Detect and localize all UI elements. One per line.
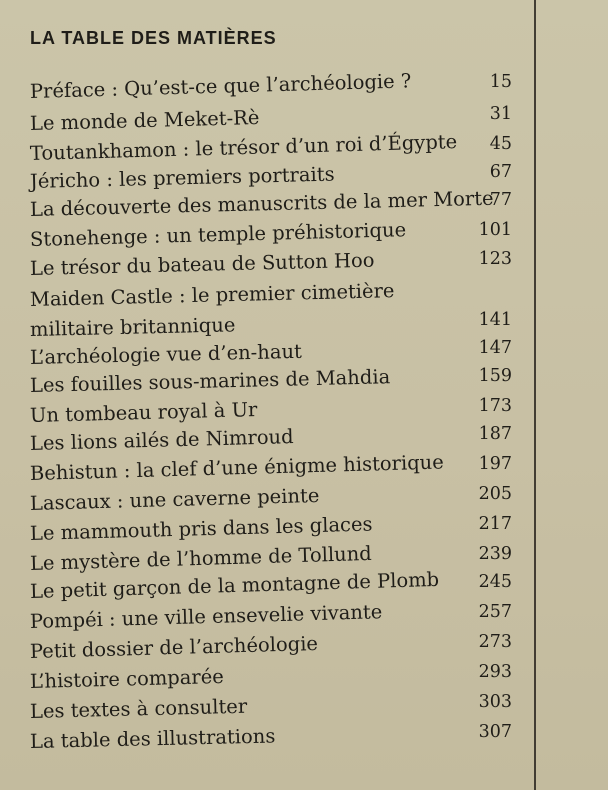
toc-entry-page-number: 307 [478, 722, 512, 742]
toc-entry-page-number: 45 [489, 134, 512, 154]
toc-entry [0, 662, 608, 700]
toc-entry-page-number: 147 [478, 338, 512, 358]
toc-entry-title: Le mammouth pris dans les glaces [29, 512, 373, 545]
toc-entry-title: Le mystère de l’homme de Tollund [29, 541, 373, 575]
toc-entry-page-number: 217 [478, 514, 512, 534]
toc-entry-page-number: 101 [478, 220, 512, 240]
toc-entry-title: Le monde de Meket-Rè [29, 105, 260, 135]
toc-entry-page-number: 303 [478, 692, 512, 712]
toc-entry-title: Les fouilles sous-marines de Mahdia [29, 365, 391, 397]
toc-entry-title: militaire britannique [29, 313, 236, 341]
toc-entry-title: L’archéologie vue d’en-haut [29, 339, 303, 369]
toc-entry-title: Un tombeau royal à Ur [29, 398, 258, 427]
toc-entry-page-number: 187 [478, 424, 512, 444]
toc-entry-title: Jéricho : les premiers portraits [29, 162, 335, 193]
toc-entry-page-number: 173 [478, 396, 512, 416]
toc-entry-page-number: 15 [489, 72, 512, 92]
toc-entry-title: La table des illustrations [29, 724, 276, 753]
toc-entry-page-number: 205 [478, 484, 512, 504]
toc-entry-page-number: 31 [489, 104, 512, 124]
toc-entry-page-number: 159 [478, 366, 512, 386]
toc-entry-title: Préface : Qu’est-ce que l’archéologie ? [29, 69, 412, 103]
toc-entry-title: Stonehenge : un temple préhistorique [29, 218, 407, 251]
page-title: LA TABLE DES MATIÈRES [30, 28, 277, 48]
toc-entry-page-number: 123 [478, 249, 512, 269]
toc-entry [0, 279, 608, 318]
toc-entry-title: Petit dossier de l’archéologie [29, 631, 319, 663]
toc-entry-title: Les lions ailés de Nimroud [29, 425, 294, 455]
toc-entry-page-number: 239 [478, 544, 512, 564]
toc-entry-title: Lascaux : une caverne peinte [29, 483, 320, 515]
toc-entry-title: Pompéi : une ville ensevelie vivante [29, 600, 383, 633]
toc-entry-title: Les textes à consulter [29, 694, 248, 723]
toc-entry-title: Behistun : la clef d’une énigme historique [29, 450, 445, 485]
toc-entry [0, 692, 608, 730]
toc-entry-page-number: 67 [489, 162, 512, 182]
toc-entry-page-number: 141 [478, 310, 512, 330]
toc-entry-title: Toutankhamon : le trésor d’un roi d’Égypte [29, 130, 458, 165]
toc-entry-title: L’histoire comparée [29, 664, 225, 693]
toc-entry-title: Maiden Castle : le premier cimetière [29, 279, 395, 311]
toc-entry-title: Le trésor du bateau de Sutton Hoo [29, 248, 375, 280]
toc-entry-title: La découverte des manuscrits de la mer Morte [29, 186, 494, 221]
toc-entry-page-number: 245 [478, 572, 512, 592]
toc-entry-page-number: 257 [478, 602, 512, 622]
toc-entry-page-number: 197 [478, 454, 512, 474]
toc-entry [0, 310, 608, 348]
toc-entry-page-number: 273 [478, 632, 512, 652]
toc-entry [0, 69, 608, 110]
toc-entry [0, 722, 608, 760]
toc-entry-title: Le petit garçon de la montagne de Plomb [29, 567, 440, 603]
toc-entry [0, 365, 608, 404]
toc-entry-page-number: 293 [478, 662, 512, 682]
toc-entry-page-number: 77 [489, 190, 512, 210]
toc-entry [0, 631, 608, 670]
